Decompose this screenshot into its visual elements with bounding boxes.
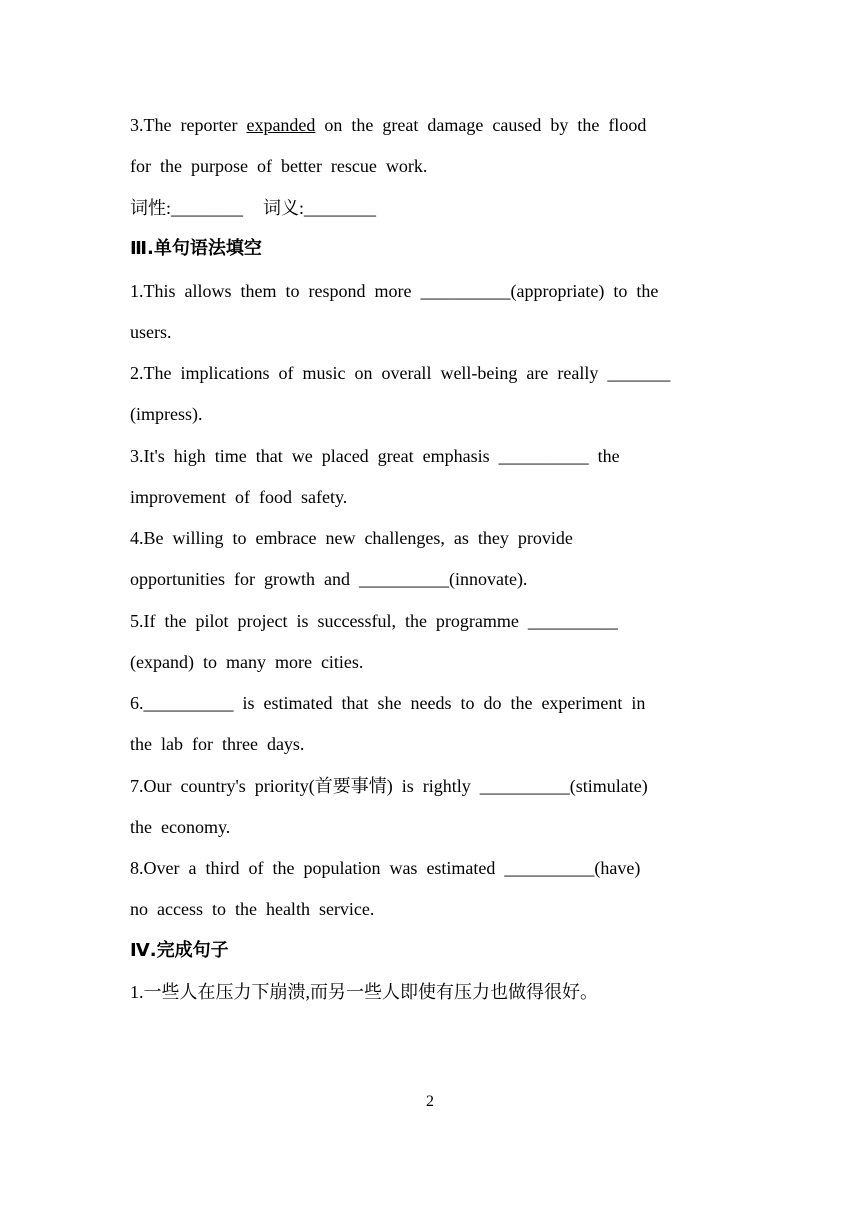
grammar-item-3-line-1: 3.It's high time that we placed great emphasis __________ the — [130, 446, 620, 466]
question-text: 3.The reporter — [130, 115, 247, 135]
translation-item-1: 1.一些人在压力下崩溃,而另一些人即使有压力也做得很好。 — [130, 982, 598, 1002]
grammar-item-1-line-2: users. — [130, 322, 172, 342]
section-3-heading: Ⅲ.单句语法填空 — [130, 238, 262, 259]
grammar-item-5-line-2: (expand) to many more cities. — [130, 652, 364, 672]
underlined-word: expanded — [246, 115, 316, 135]
meaning-blank: 词义:________ — [263, 198, 377, 218]
grammar-item-4-line-1: 4.Be willing to embrace new challenges, as they provide — [130, 528, 573, 548]
grammar-item-7-line-2: the economy. — [130, 817, 231, 837]
grammar-item-5-line-1: 5.If the pilot project is successful, the programme __________ — [130, 611, 618, 631]
grammar-item-6-line-1: 6.__________ is estimated that she needs to do the experiment in — [130, 693, 646, 713]
grammar-item-1-line-1: 1.This allows them to respond more __________(appropriate) to the — [130, 281, 659, 301]
grammar-item-8-line-1: 8.Over a third of the population was estimated __________(have) — [130, 858, 641, 878]
grammar-item-2-line-1: 2.The implications of music on overall well-being are really _______ — [130, 363, 671, 383]
question-3-line-1 — [130, 113, 646, 137]
grammar-item-6-line-2: the lab for three days. — [130, 734, 305, 754]
grammar-item-8-line-2: no access to the health service. — [130, 899, 375, 919]
page-number: 2 — [426, 1093, 434, 1110]
grammar-item-2-line-2: (impress). — [130, 404, 203, 424]
question-3-line-2: for the purpose of better rescue work. — [130, 156, 428, 176]
grammar-item-7-line-1: 7.Our country's priority(首要事情) is rightly __________(stimulate) — [130, 776, 648, 796]
part-of-speech-blank: 词性:________ — [130, 198, 244, 218]
pos-meaning-line — [130, 196, 376, 220]
question-text: on the great damage caused by the flood — [315, 115, 647, 135]
grammar-item-3-line-2: improvement of food safety. — [130, 487, 348, 507]
section-4-heading: Ⅳ.完成句子 — [130, 940, 229, 961]
grammar-item-4-line-2: opportunities for growth and __________(innovate). — [130, 569, 528, 589]
